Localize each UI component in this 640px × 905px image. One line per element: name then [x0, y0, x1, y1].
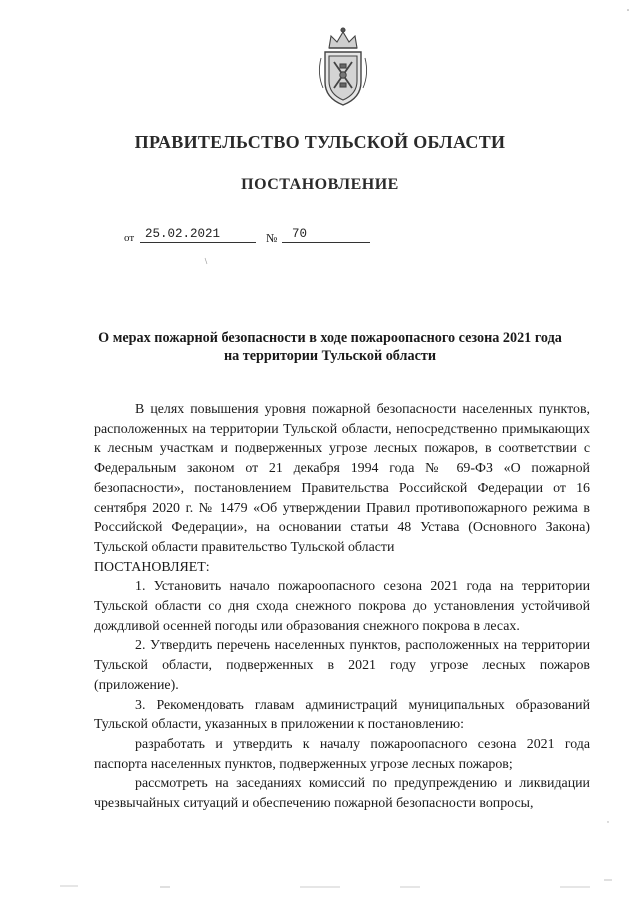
- number-underline: [282, 242, 370, 243]
- preamble-paragraph: В целях повышения уровня пожарной безопасности населенных пунктов, расположенных на территории Тульской области, непосредственно примыкающих к лесным участкам и подверженных угрозе лесных пожаров, в соответствии с Федеральным законом от 21 декабря 1994 года № 69-ФЗ «О пожарной безопасности», постановлением Правительства Российской Федерации от 16 сентября 2020 г. № 1479 «Об утверждении Правил противопожарного режима в Российской Федерации», на основании статьи 48 Устава (Основного Закона) Тульской области правительство Тульской области: [94, 402, 590, 555]
- body-paragraph: разработать и утвердить к началу пожароопасного сезона 2021 года паспорта населенных пунктов, подверженных угрозе лесных пожаров;: [94, 736, 590, 772]
- document-type: ПОСТАНОВЛЕНИЕ: [241, 176, 399, 193]
- date-label: от: [124, 232, 135, 244]
- number-value: 70: [292, 227, 308, 241]
- subject-line-1: О мерах пожарной безопасности в ходе пожароопасного сезона 2021 года: [98, 330, 562, 346]
- body-paragraph: 1. Установить начало пожароопасного сезона 2021 года на территории Тульской области со дня схода снежного покрова до установления устойчивой дождливой осенней погоды или образования снежного покрова в лесах.: [94, 579, 590, 634]
- document-body: [94, 400, 590, 814]
- document-subject: [70, 329, 590, 365]
- date-value: 25.02.2021: [145, 227, 221, 241]
- body-paragraph: рассмотреть на заседаниях комиссий по предупреждению и ликвидации чрезвычайных ситуаций и обеспечению пожарной безопасности вопросы,: [94, 776, 590, 812]
- body-paragraph: 3. Рекомендовать главам администраций муниципальных образований Тульской области, указанных в приложении к постановлению:: [94, 697, 590, 733]
- date-underline: [140, 242, 256, 243]
- body-paragraph: 2. Утвердить перечень населенных пунктов, расположенных на территории Тульской области, подверженных в 2021 году угрозе лесных пожаров (приложение).: [94, 638, 590, 693]
- government-title: ПРАВИТЕЛЬСТВО ТУЛЬСКОЙ ОБЛАСТИ: [134, 132, 506, 152]
- coat-of-arms-icon: [315, 26, 371, 108]
- decree-word: ПОСТАНОВЛЯЕТ:: [94, 559, 210, 575]
- number-label: №: [266, 231, 278, 245]
- subject-line-2: на территории Тульской области: [223, 348, 437, 364]
